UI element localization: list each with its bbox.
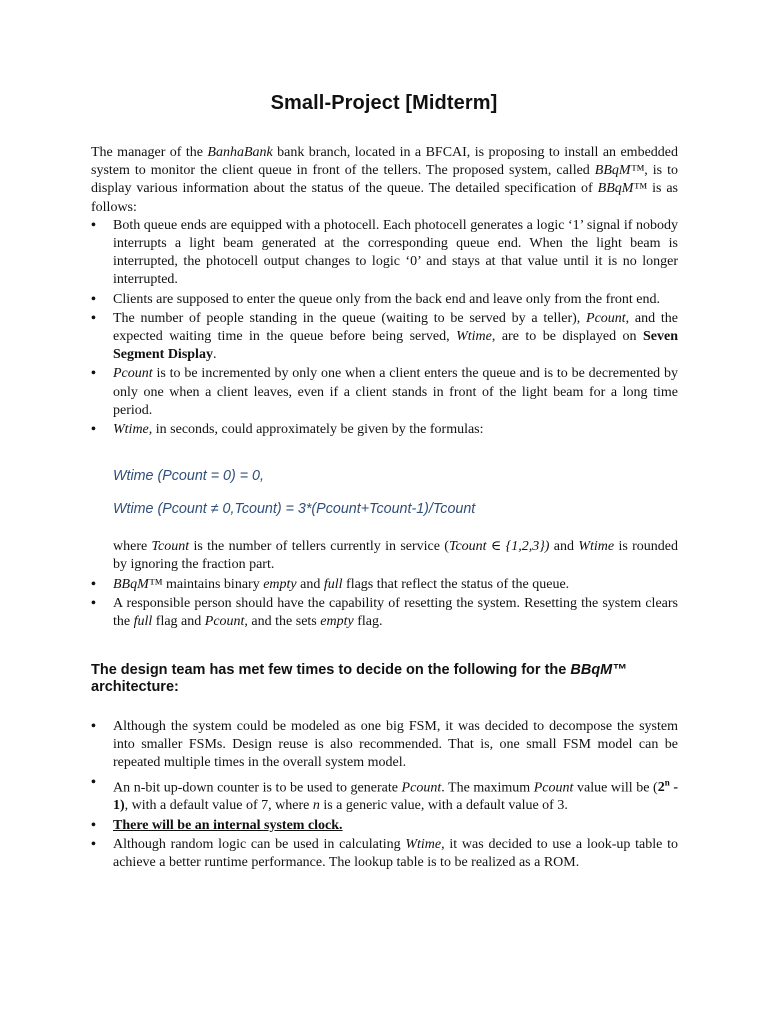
where-text: where — [113, 539, 152, 554]
bullet-text: The number of people standing in the queue (waiting to be served by a teller), — [113, 310, 587, 326]
term-pcount: Pcount — [113, 366, 153, 382]
bullet-text: An n-bit up-down counter is to be used to generate — [113, 780, 402, 796]
term-n: n — [312, 798, 320, 814]
bullet-text: , and the expected waiting time in the queue before being served, — [113, 310, 678, 345]
term-wtime: Wtime — [578, 539, 615, 554]
list-item — [91, 836, 678, 872]
term-wtime: Wtime, — [113, 422, 153, 438]
formula-tail: - 1) — [113, 780, 678, 814]
bullet-icon: • — [91, 217, 96, 233]
list-item — [91, 421, 678, 439]
system-name: BBqM™ — [570, 662, 627, 678]
formula-wtime-zero: Wtime (Pcount = 0) = 0, — [113, 468, 264, 484]
bullet-text: , with a default value of 7, where — [124, 798, 313, 814]
bullet-icon: • — [91, 422, 96, 438]
where-text: is the number of tellers currently in service ( — [189, 539, 449, 554]
heading-text: architecture: — [91, 679, 179, 695]
intro-text: , is to display various information about the status of the queue. The detailed specification of — [91, 163, 679, 197]
bullet-text: in seconds, could approximately be given by the formulas: — [152, 422, 484, 438]
list-item — [91, 595, 678, 631]
heading-text: The design team has met few times to decide on the following for the — [91, 662, 571, 678]
bullet-text: flag and — [152, 614, 205, 630]
intro-section — [91, 144, 678, 440]
term-full: full — [323, 577, 343, 592]
bullet-icon: • — [91, 366, 96, 382]
bullet-text: . The maximum — [441, 780, 534, 796]
system-name: BBqM™ — [113, 577, 163, 592]
term-pcount: Pcount — [586, 310, 626, 326]
bullet-text: Both queue ends are equipped with a photocell. Each photocell generates a logic ‘1’ signal if nobody interrupts a light beam generated at the corresponding queue end. When the light beam is interrupted, the photocell output changes to logic ‘0’ and stays at that value until it is no longer interrupted. — [113, 217, 678, 288]
term-wtime: Wtime — [456, 329, 492, 345]
intro-text: bank branch, located in a BFCAI, is proposing to install an embedded system to monitor the client queue in front of the tellers. The proposed system, called — [91, 145, 678, 179]
list-item — [91, 718, 678, 773]
spec-bullets-continued — [91, 576, 678, 633]
bullet-text: Clients are supposed to enter the queue only from the back end and leave only from the front end. — [113, 291, 660, 307]
bullet-text: , and the sets — [244, 614, 321, 630]
bullet-icon: • — [91, 719, 96, 734]
design-bullet-list — [91, 718, 678, 872]
bullet-text: flags that reflect the status of the queue. — [342, 577, 570, 592]
term-empty: empty — [320, 614, 354, 630]
term-pcount: Pcount — [401, 780, 442, 796]
tcount-set: Tcount ∈ {1,2,3}) — [448, 539, 550, 554]
bullet-text: value will be ( — [573, 780, 658, 796]
bullet-text: is a generic value, with a default value of 3. — [319, 798, 568, 814]
system-name: BBqM™ — [594, 163, 645, 179]
intro-text: The manager of the — [91, 145, 208, 160]
bullet-text: . — [212, 347, 217, 363]
bullet-icon: • — [91, 836, 96, 852]
bullet-text: maintains binary — [162, 577, 264, 592]
formula-wtime-nonzero: Wtime (Pcount ≠ 0,Tcount) = 3*(Pcount+Tcount-1)/Tcount — [113, 501, 476, 517]
bullet-text: Although the system could be modeled as one big FSM, it was decided to decompose the system into smaller FSMs. Design reuse is also recommended. That is, one small FSM model can be repeated multiple times in the overall system model. — [113, 719, 678, 771]
term-pcount: Pcount — [204, 614, 245, 630]
bullet-text: Although random logic can be used in calculating — [113, 836, 406, 852]
spec-bullet-list — [91, 217, 678, 439]
where-paragraph — [113, 538, 678, 574]
bullet-icon: • — [91, 596, 96, 612]
bullet-text: , are to be displayed on — [491, 329, 643, 345]
bullet-text: A responsible person should have the capability of resetting the system. Resetting the system clears the — [113, 596, 678, 630]
bullet-icon: • — [91, 577, 96, 592]
seven-segment-term: Seven Segment Display — [113, 329, 678, 363]
bullet-icon: • — [91, 774, 96, 790]
where-text: is rounded by ignoring the fraction part. — [113, 539, 679, 573]
formula-exponent: n — [664, 777, 670, 788]
where-text: and — [549, 539, 579, 554]
formula-base: 2 — [657, 780, 665, 796]
bullet-icon: • — [91, 291, 96, 307]
list-item — [91, 291, 678, 309]
bullet-text: is to be incremented by only one when a client enters the queue and is to be decremented by only one when a client leaves, even if a client stands in front of the light beam for a long time period. — [113, 366, 678, 418]
term-empty: empty — [263, 577, 297, 592]
spec-bullet-list-2 — [91, 576, 678, 632]
design-section — [91, 718, 678, 873]
bullet-icon: • — [91, 310, 96, 326]
list-item — [91, 817, 678, 835]
bank-name: BanhaBank — [207, 145, 273, 160]
page-title: Small-Project [Midterm] — [270, 92, 498, 114]
intro-text: is as follows: — [91, 181, 678, 215]
list-item — [91, 576, 678, 594]
system-name: BBqM™ — [597, 181, 648, 197]
intro-paragraph — [91, 144, 678, 217]
term-pcount: Pcount — [533, 780, 574, 796]
bullet-icon: • — [91, 817, 96, 833]
bullet-text: and — [296, 577, 324, 592]
term-tcount: Tcount — [151, 539, 190, 554]
list-item — [91, 365, 678, 420]
design-heading — [91, 662, 691, 696]
list-item — [91, 774, 678, 816]
clock-requirement: There will be an internal system clock. — [113, 817, 343, 833]
list-item — [91, 217, 678, 290]
bullet-text: , it was decided to use a look-up table to achieve a better runtime performance. The lookup table is to be realized as a ROM. — [113, 836, 678, 871]
term-full: full — [133, 614, 153, 630]
list-item — [91, 310, 678, 365]
term-wtime: Wtime — [405, 836, 442, 852]
bullet-text: flag. — [353, 614, 383, 630]
